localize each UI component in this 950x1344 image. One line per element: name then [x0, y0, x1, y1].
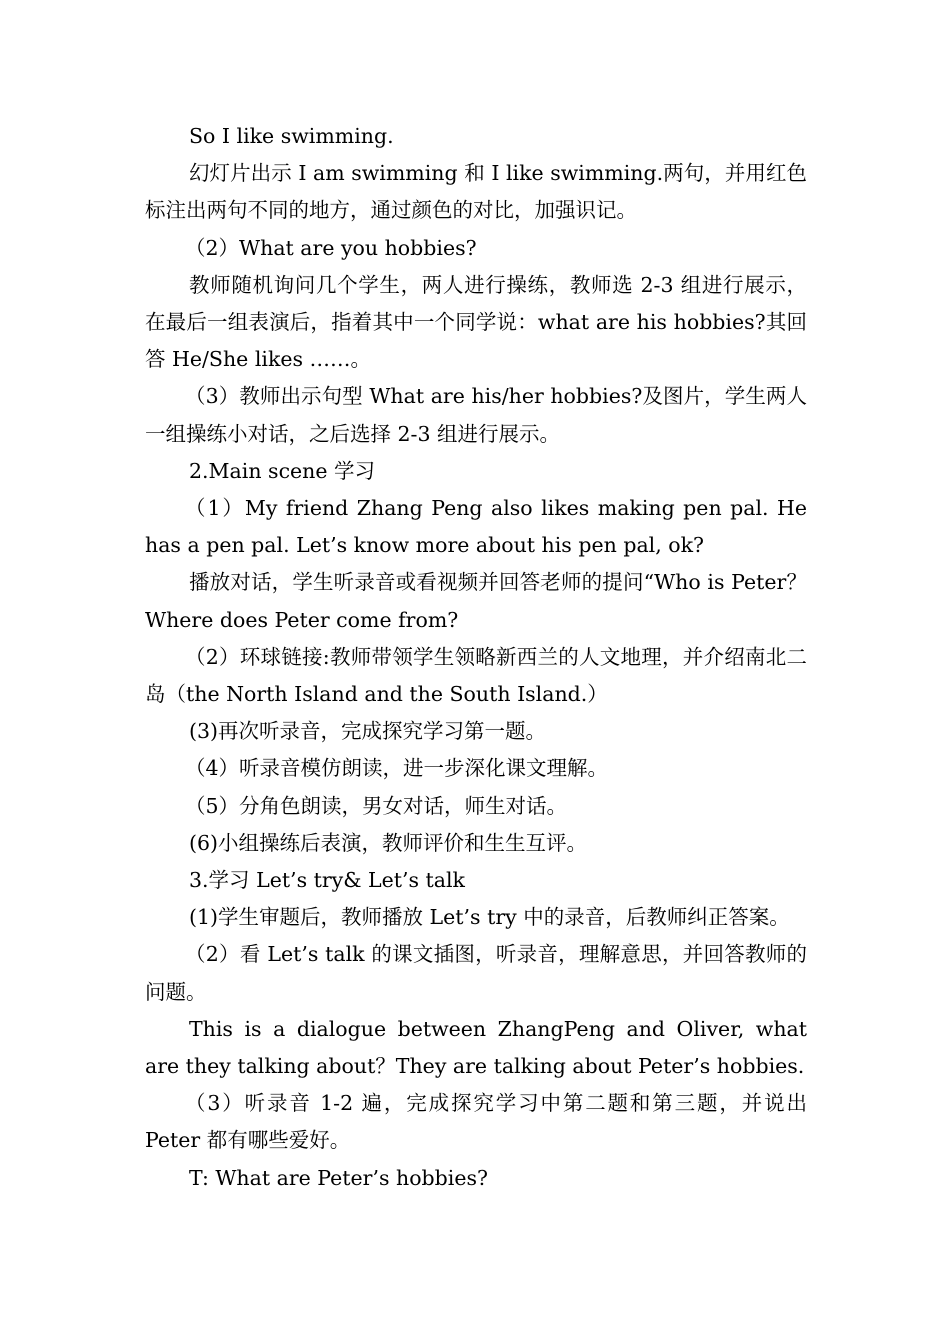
paragraph: （3）教师出示句型 What are his/her hobbies?及图片，学生两人一组操练小对话，之后选择 2-3 组进行展示。 — [145, 384, 807, 446]
section-heading: 3.学习 Let’s try& Let’s talk — [189, 868, 465, 893]
paragraph: (3)再次听录音，完成探究学习第一题。 — [189, 719, 547, 744]
paragraph: (6)小组操练后表演，教师评价和生生互评。 — [189, 830, 588, 855]
paragraph: （4）听录音模仿朗读，进一步深化课文理解。 — [185, 756, 609, 781]
section-heading: 2.Main scene 学习 — [189, 458, 376, 483]
document-body — [145, 118, 807, 1197]
paragraph: （2）What are you hobbies? — [185, 235, 477, 260]
paragraph: 教师随机询问几个学生，两人进行操练，教师选 2-3 组进行展示，在最后一组表演后，指着其中一个同学说：what are his hobbies?其回答 He/She likes ……。 — [145, 272, 807, 372]
paragraph: （2）看 Let’s talk 的课文插图，听录音，理解意思，并回答教师的问题。 — [145, 942, 807, 1004]
paragraph: （3）听录音 1-2 遍，完成探究学习中第二题和第三题，并说出 Peter 都有哪些爱好。 — [145, 1091, 807, 1153]
paragraph: （2）环球链接:教师带领学生领略新西兰的人文地理，并介绍南北二岛（the North Island and the South Island.） — [145, 644, 807, 707]
paragraph: 幻灯片出示 I am swimming 和 I like swimming.两句，并用红色标注出两句不同的地方，通过颜色的对比，加强识记。 — [145, 161, 807, 223]
paragraph: This is a dialogue between ZhangPeng and Oliver, what are they talking about？They are talking about Peter’s hobbies. — [145, 1016, 807, 1079]
paragraph: So I like swimming. — [189, 124, 394, 148]
paragraph: 播放对话，学生听录音或看视频并回答老师的提问“Who is Peter？Where does Peter come from? — [145, 570, 807, 632]
paragraph: (1)学生审题后，教师播放 Let’s try 中的录音，后教师纠正答案。 — [189, 905, 790, 930]
paragraph: （1）My friend Zhang Peng also likes making pen pal. He has a pen pal. Let’s know more about his pen pal, ok? — [145, 496, 807, 558]
paragraph: （5）分角色朗读，男女对话，师生对话。 — [185, 793, 568, 818]
paragraph: T: What are Peter’s hobbies? — [189, 1165, 489, 1190]
